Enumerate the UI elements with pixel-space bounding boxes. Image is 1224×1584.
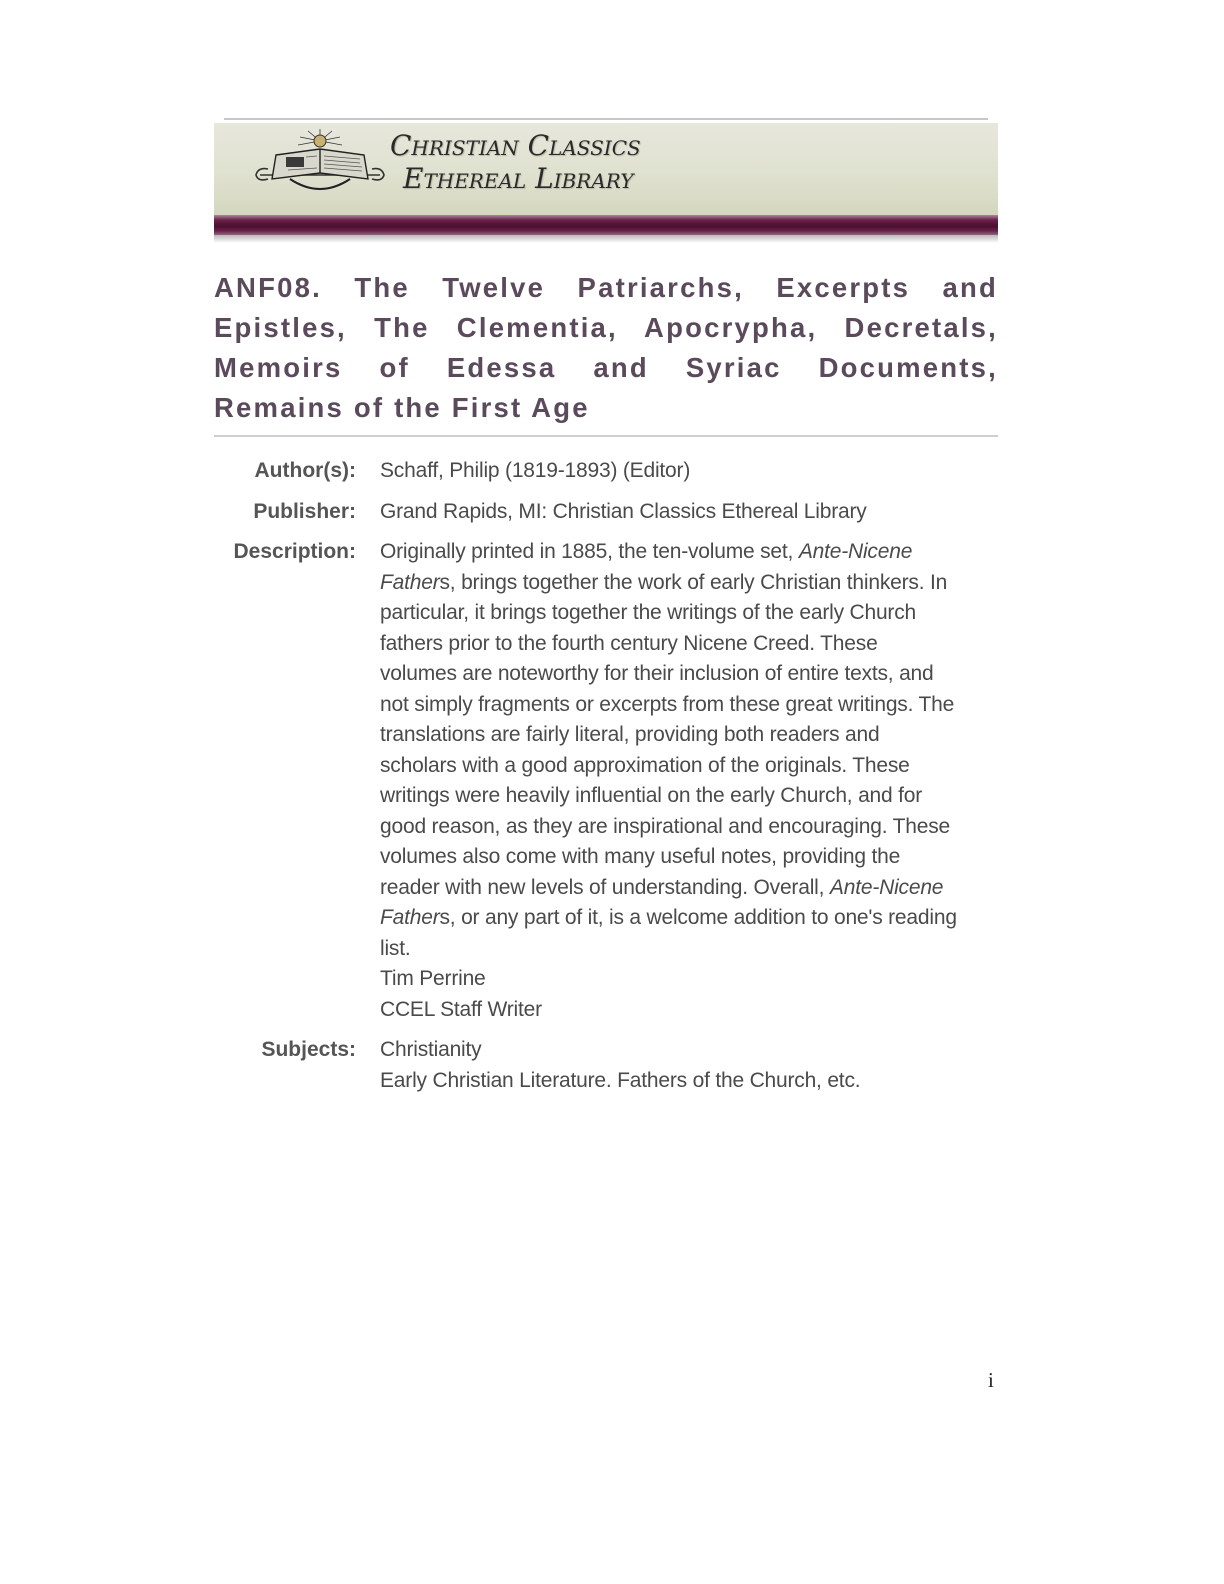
authors-row (214, 456, 998, 487)
metadata-table (214, 456, 998, 1106)
publisher-value: Grand Rapids, MI: Christian Classics Ethereal Library (380, 499, 867, 523)
description-author-name: Tim Perrine (380, 967, 486, 990)
header-top-rule (224, 118, 988, 120)
description-part-1: Originally printed in 1885, the ten-volume set, (380, 540, 799, 563)
description-part-2: s, brings together the work of early Christian thinkers. In particular, it brings together the writings of the early Church fathers prior to the fourth century Nicene Creed. These volumes are noteworthy for their inclusion of entire texts, and not simply fragments or excerpts from these great writings. The translations are fairly literal, providing both readers and scholars with a good approximation of the originals. These writings were heavily influential on the early Church, and for good reason, as they are inspirational and encouraging. These volumes also come with many useful notes, providing the reader with new levels of understanding. Overall, (380, 570, 955, 899)
description-part-3: s, or any part of it, is a welcome addition to one's reading list. (380, 906, 957, 960)
authors-label: Author(s): (254, 459, 356, 482)
description-row (214, 537, 998, 1025)
publisher-row (214, 497, 998, 528)
description-italic-title-2: Ante-Nicene Father (380, 875, 944, 929)
subjects-value (380, 1035, 958, 1096)
description-text (380, 537, 958, 964)
publisher-label: Publisher: (253, 499, 356, 523)
description-italic-title-1: Ante-Nicene Father (380, 540, 913, 594)
subject-item: Christianity (380, 1038, 482, 1061)
subjects-row (214, 1035, 998, 1096)
subject-item: Early Christian Literature. Fathers of the Church, etc. (380, 1068, 861, 1092)
title-divider (214, 435, 998, 437)
banner-stripe (214, 215, 998, 235)
book-title: ANF08. The Twelve Patriarchs, Excerpts and Epistles, The Clementia, Apocrypha, Decretals, Memoirs of Edessa and Syriac Documents, Remains of the First Age (214, 272, 998, 423)
logo-line-2: Ethereal Library (403, 162, 634, 195)
authors-value: Schaff, Philip (1819-1893) (Editor) (380, 459, 691, 482)
ccel-banner (214, 123, 998, 243)
logo-line-1: Christian Classics (390, 129, 641, 162)
description-value (380, 537, 958, 1025)
subjects-label: Subjects: (261, 1038, 356, 1061)
description-label: Description: (233, 540, 356, 563)
description-author-role: CCEL Staff Writer (380, 997, 542, 1021)
open-book-sunburst-icon (250, 127, 390, 199)
ccel-logo-text (390, 129, 641, 195)
banner-shadow (214, 235, 998, 243)
page-number: i (988, 1368, 994, 1392)
